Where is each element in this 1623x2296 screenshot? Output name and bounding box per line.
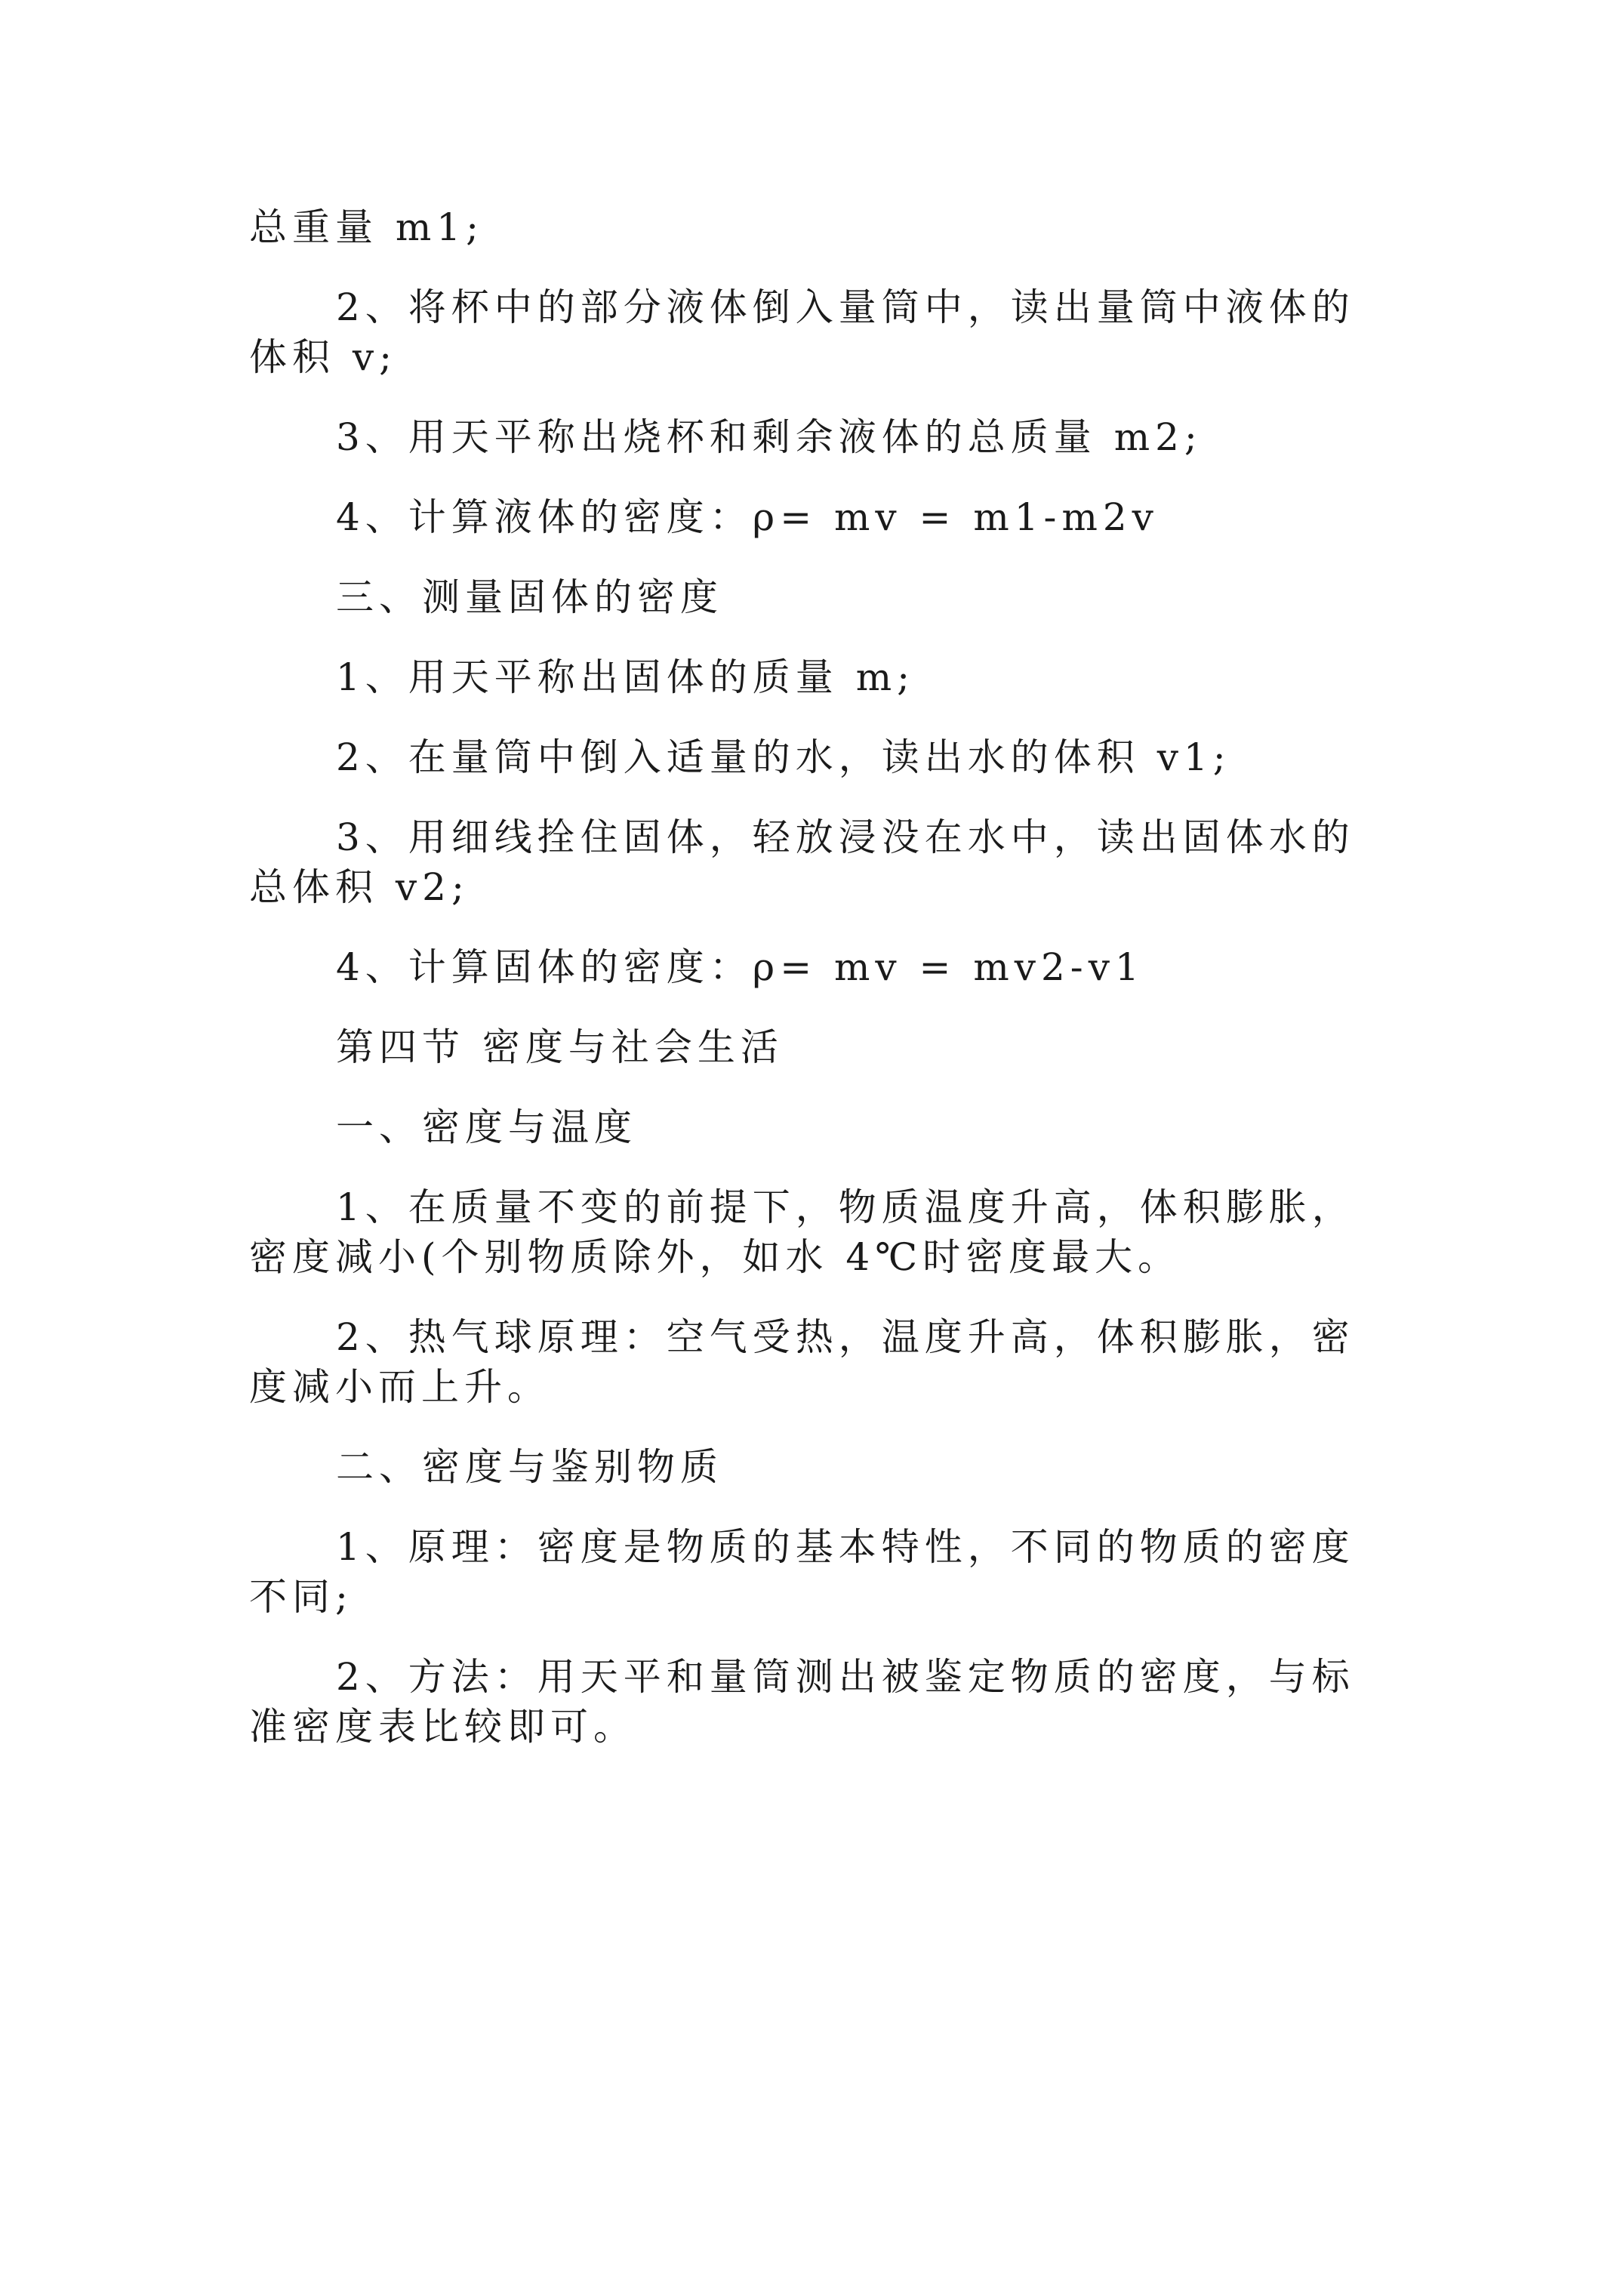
section-heading: 三、测量固体的密度 — [336, 575, 723, 619]
paragraph: 2、在量筒中倒入适量的水，读出水的体积 v1; — [336, 735, 1231, 779]
paragraph: 总重量 m1; — [249, 205, 484, 249]
paragraph: 3、用天平称出烧杯和剩余液体的总质量 m2; — [336, 415, 1203, 459]
document-body — [249, 202, 1381, 1782]
paragraph: 1、用天平称出固体的质量 m; — [336, 655, 915, 699]
paragraph: 2、方法：用天平和量筒测出被鉴定物质的密度，与标准密度表比较即可。 — [249, 1655, 1355, 1749]
paragraph: 2、热气球原理：空气受热，温度升高，体积膨胀，密度减小而上升。 — [249, 1315, 1355, 1409]
section-heading: 二、密度与鉴别物质 — [336, 1445, 723, 1489]
section-heading: 一、密度与温度 — [336, 1105, 637, 1149]
paragraph: 4、计算固体的密度：ρ= mv = mv2-v1 — [336, 945, 1144, 989]
paragraph: 1、原理：密度是物质的基本特性，不同的物质的密度不同; — [249, 1525, 1355, 1619]
paragraph: 3、用细线拴住固体，轻放浸没在水中，读出固体水的总体积 v2; — [249, 815, 1355, 909]
paragraph: 2、将杯中的部分液体倒入量筒中，读出量筒中液体的体积 v; — [249, 285, 1355, 379]
paragraph: 1、在质量不变的前提下，物质温度升高，体积膨胀，密度减小(个别物质除外，如水 4℃时密度最大。 — [249, 1185, 1355, 1279]
chapter-heading: 第四节 密度与社会生活 — [336, 1025, 784, 1069]
paragraph: 4、计算液体的密度：ρ= mv = m1-m2v — [336, 495, 1159, 539]
